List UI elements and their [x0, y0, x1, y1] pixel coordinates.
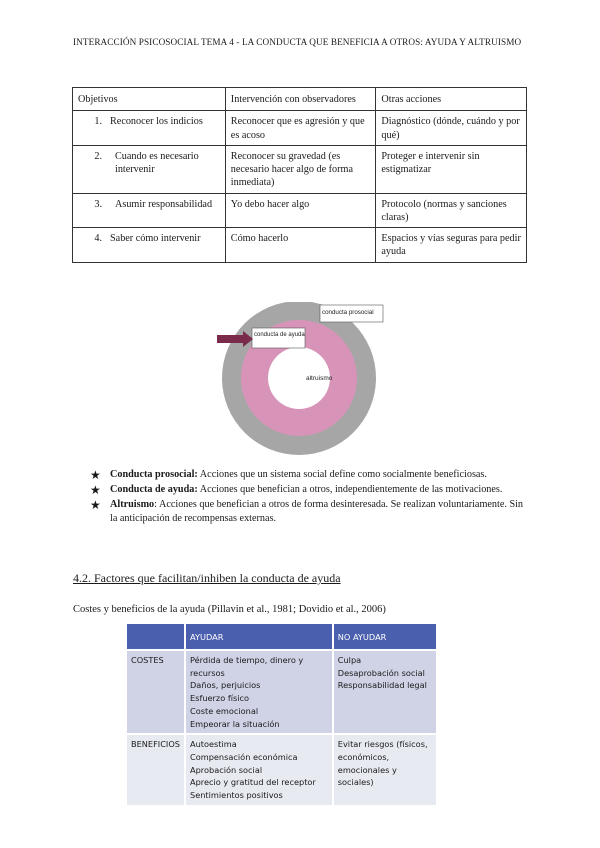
header-cell: NO AYUDAR [333, 624, 437, 650]
objective-cell [73, 145, 226, 193]
row-label: COSTES [127, 650, 185, 734]
other-cell: Diagnóstico (dónde, cuándo y por qué) [376, 111, 527, 146]
middle-label-box [252, 328, 305, 348]
definition-text: Acciones que un sistema social define como socialmente beneficiosas. [197, 469, 487, 480]
inner-label: altruismo [306, 375, 333, 382]
list-item: Sentimientos positivos [190, 790, 283, 801]
objective-text: Saber cómo intervenir [110, 233, 201, 244]
objective-text: Cuando es necesario intervenir [115, 150, 199, 175]
help-cell [185, 650, 333, 734]
row-number: 2. [94, 150, 102, 162]
star-bullet-icon: ★ [90, 468, 101, 482]
definition-term: Conducta de ayuda: [110, 483, 198, 495]
list-item: Daños, perjuicios [190, 680, 261, 691]
row-label: BENEFICIOS [127, 734, 185, 805]
header-cell: Objetivos [73, 88, 226, 111]
nohelp-cell [333, 650, 437, 734]
list-item: Compensación económica [190, 751, 298, 762]
objectives-table [72, 87, 527, 263]
table-row [127, 734, 437, 805]
objective-cell [73, 228, 226, 263]
list-item: Evitar riesgos (físicos, económicos, emocionales y sociales) [337, 739, 428, 788]
header-cell: Intervención con observadores [225, 88, 376, 111]
list-item: Desaprobación social [337, 667, 425, 678]
help-cell [185, 734, 333, 805]
intervention-cell: Yo debo hacer algo [225, 193, 376, 228]
table-row [127, 650, 437, 734]
nohelp-cell [333, 734, 437, 805]
definition-item [90, 483, 530, 498]
header-cell: Otras acciones [376, 88, 527, 111]
star-bullet-icon: ★ [90, 482, 101, 497]
objective-text: Reconocer los indicios [110, 116, 203, 128]
costs-benefits-table [127, 624, 438, 805]
objective-cell [73, 193, 226, 228]
list-item: Responsabilidad legal [337, 680, 427, 691]
table-row [73, 228, 527, 263]
costs-title: Costes y beneficios de la ayuda (Pillavin et al., 1981; Dovidio et al., 2006) [73, 604, 386, 615]
middle-label [254, 332, 305, 338]
star-bullet-icon: ★ [90, 497, 101, 512]
definition-term: Conducta prosocial: [110, 469, 198, 480]
other-cell: Proteger e intervenir sin estigmatizar [376, 145, 527, 193]
definition-item [90, 498, 530, 528]
list-item: Aprobación social [190, 764, 263, 775]
header-cell [127, 624, 185, 650]
list-item: Coste emocional [190, 705, 259, 716]
definition-text: : Acciones que benefician a otros de forma desinteresada. Se realizan voluntariamente. Sin la anticipación de recompensas externas. [110, 498, 524, 525]
other-cell: Protocolo (normas y sanciones claras) [376, 193, 527, 228]
list-item: Aprecio y gratitud del receptor [190, 777, 316, 788]
definition-text: Acciones que benefician a otros, independientemente de las motivaciones. [197, 483, 503, 495]
table-row [73, 111, 527, 146]
page-header: INTERACCIÓN PSICOSOCIAL TEMA 4 - LA CONDUCTA QUE BENEFICIA A OTROS: AYUDA Y ALTRUISMO [73, 37, 522, 47]
intervention-cell: Cómo hacerlo [225, 228, 376, 263]
list-item: Empeorar la situación [190, 718, 280, 729]
outer-label: conducta prosocial [322, 309, 374, 316]
section-title: 4.2. Factores que facilitan/inhiben la conducta de ayuda [73, 571, 341, 585]
list-item: Esfuerzo físico [190, 693, 250, 704]
header-cell: AYUDAR [185, 624, 333, 650]
table-row [73, 193, 527, 228]
definition-item [90, 468, 530, 483]
definition-term: Altruismo [110, 498, 155, 510]
middle-label-line1: conducta de ayuda [254, 332, 305, 338]
list-item: Pérdida de tiempo, dinero y recursos [190, 655, 304, 678]
prosocial-diagram [209, 302, 389, 457]
table-header-row [127, 624, 437, 650]
row-number: 4. [94, 233, 102, 244]
row-number: 3. [94, 198, 102, 210]
row-number: 1. [94, 116, 102, 128]
table-row [73, 145, 527, 193]
intervention-cell: Reconocer su gravedad (es necesario hacer algo de forma inmediata) [225, 145, 376, 193]
table-header-row [73, 88, 527, 111]
list-item: Autoestima [190, 739, 237, 750]
other-cell: Espacios y vías seguras para pedir ayuda [376, 228, 527, 263]
definitions-list [90, 468, 530, 527]
list-item: Culpa [337, 655, 362, 665]
objective-text: Asumir responsabilidad [115, 198, 213, 210]
intervention-cell: Reconocer que es agresión y que es acoso [225, 111, 376, 146]
objective-cell [73, 111, 226, 146]
